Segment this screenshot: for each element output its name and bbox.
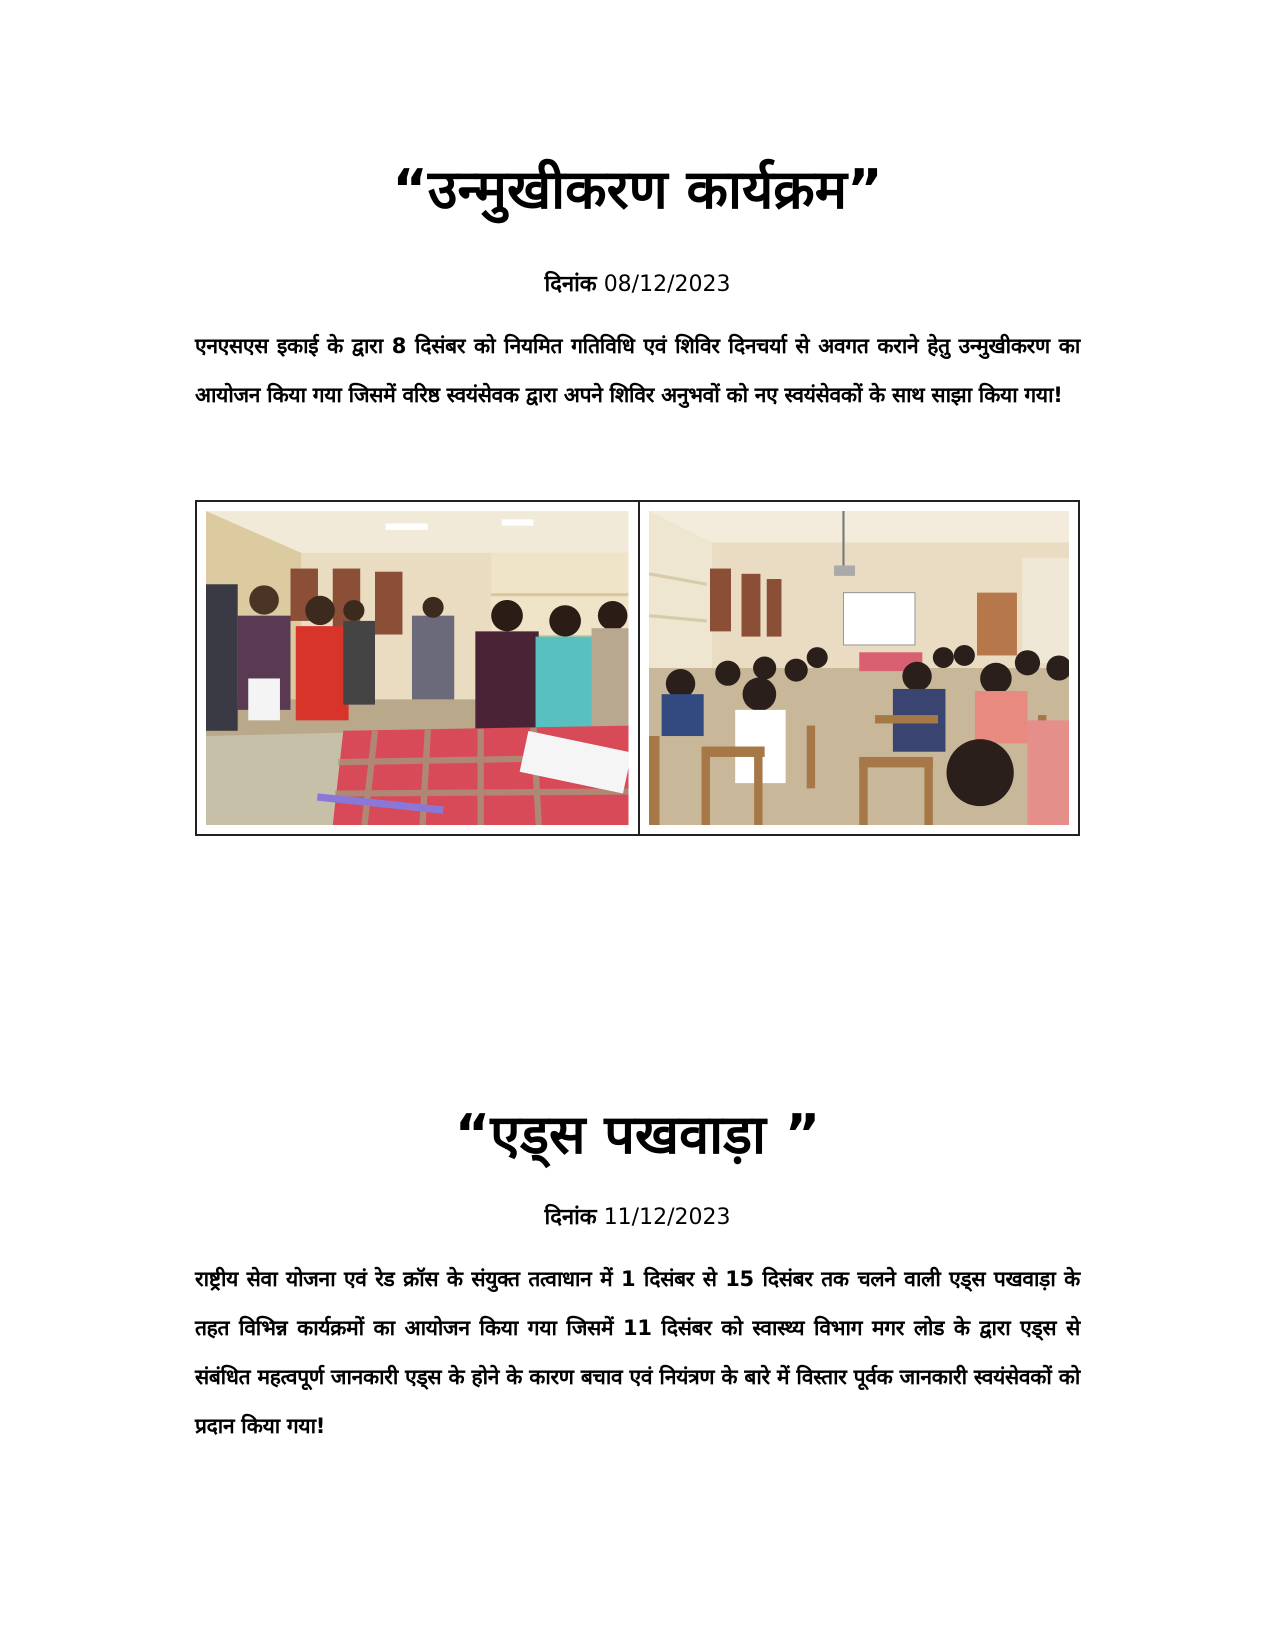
date-value: 08/12/2023: [603, 272, 731, 297]
date-value: 11/12/2023: [603, 1205, 731, 1230]
section-title: “उन्मुखीकरण कार्यक्रम”: [392, 158, 883, 221]
date-label: दिनांक: [544, 1205, 597, 1230]
date-line: [195, 270, 1080, 300]
section-title: “एड्स पखवाड़ा ”: [454, 1103, 821, 1166]
photo-cell-right: [638, 502, 1079, 834]
section-paragraph: एनएसएस इकाई के द्वारा 8 दिसंबर को नियमित गतिविधि एवं शिविर दिनचर्या से अवगत कराने हेतु उन्मुखीकरण का आयोजन किया गया जिसमें वरिष्ठ स्वयंसेवक द्वारा अपने शिविर अनुभवों को नए स्वयंसेवकों के साथ साझा किया गया!: [195, 334, 1080, 407]
photo-table: [195, 500, 1080, 836]
date-label: दिनांक: [544, 272, 597, 297]
date-line: [195, 1203, 1080, 1233]
photo-classroom-session: [649, 511, 1070, 825]
section-aids-fortnight: [195, 1095, 1080, 1451]
section-paragraph: राष्ट्रीय सेवा योजना एवं रेड क्रॉस के संयुक्त तत्वाधान में 1 दिसंबर से 15 दिसंबर तक चलने वाली एड्स पखवाड़ा के तहत विभिन्न कार्यक्रमों का आयोजन किया गया जिसमें 11 दिसंबर को स्वास्थ्य विभाग मगर लोड के द्वारा एड्स से संबंधित महत्वपूर्ण जानकारी एड्स के होने के कारण बचाव एवं नियंत्रण के बारे में विस्तार पूर्वक जानकारी स्वयंसेवकों को प्रदान किया गया!: [195, 1267, 1080, 1438]
section-orientation: [195, 150, 1080, 420]
photo-cell-left: [197, 502, 638, 834]
photo-seated-students: [206, 511, 629, 825]
